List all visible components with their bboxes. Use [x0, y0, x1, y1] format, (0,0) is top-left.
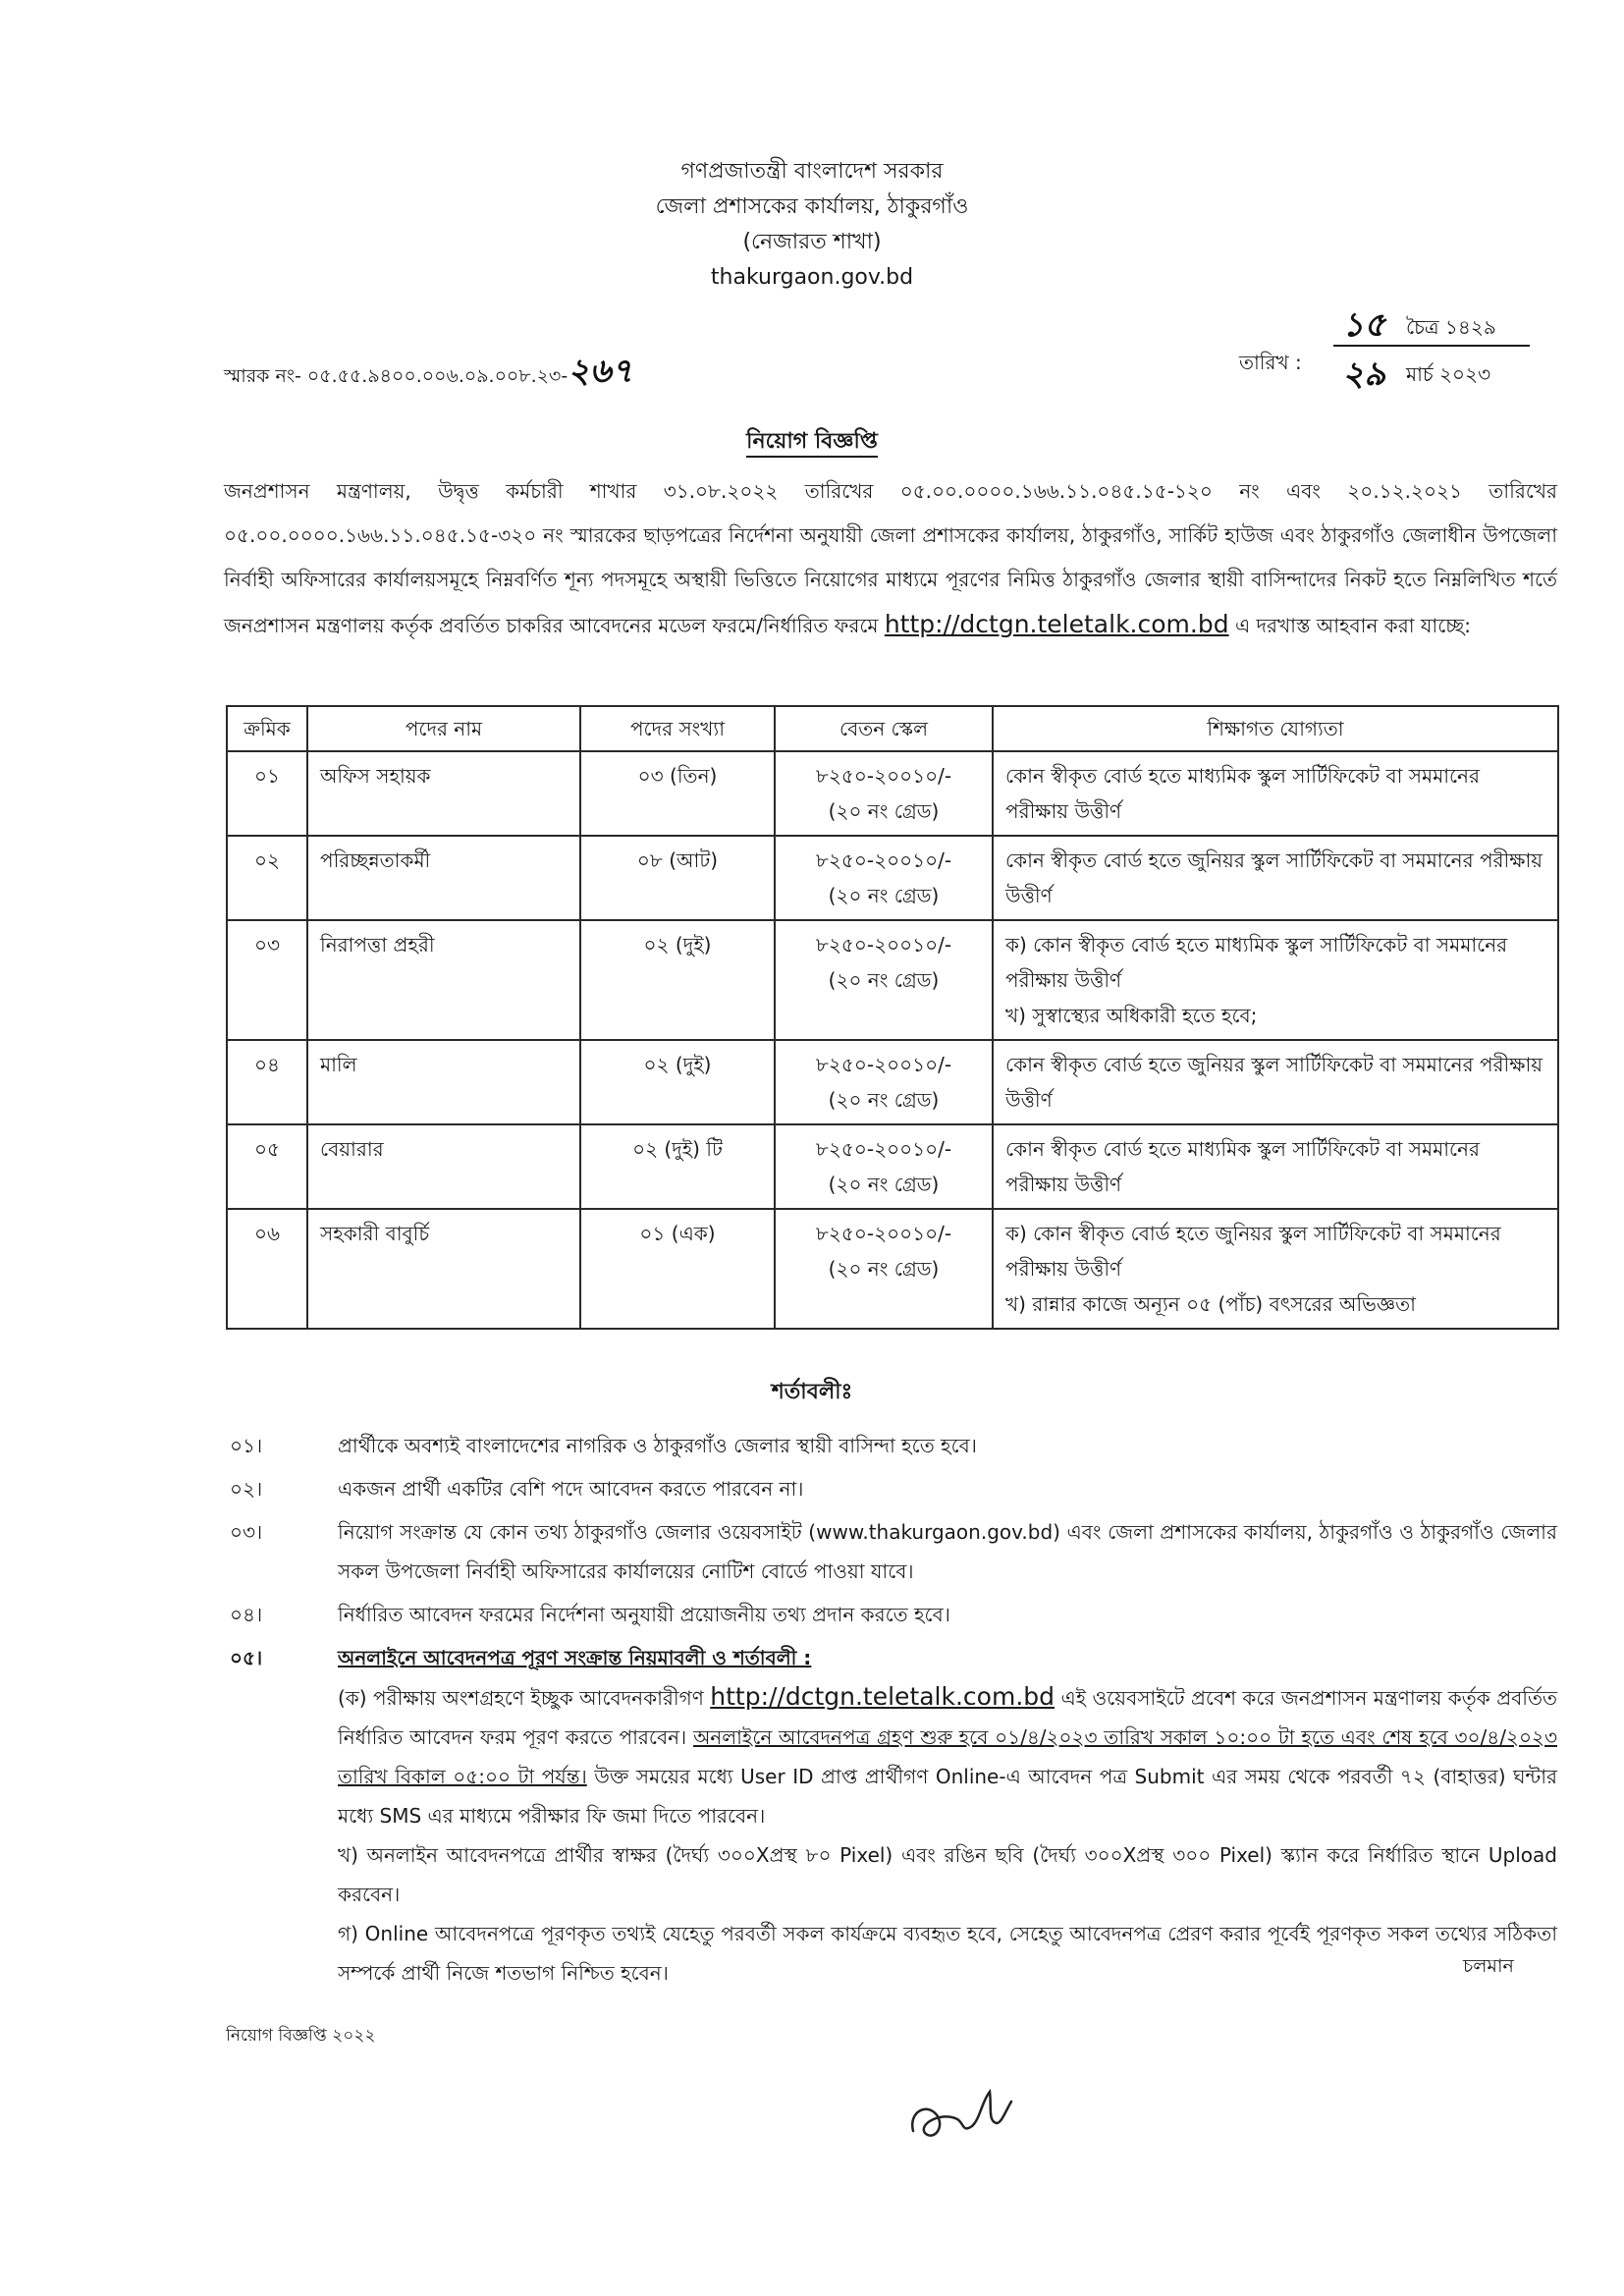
cell-count: ০২ (দুই) — [580, 920, 775, 1040]
date-label: তারিখ : — [1239, 351, 1302, 374]
cell-qualification — [993, 751, 1558, 836]
qualification-text: ক) কোন স্বীকৃত বোর্ড হতে মাধ্যমিক স্কুল সার্টিফিকেট বা সমমানের পরীক্ষায় উত্তীর্ণ — [1005, 933, 1508, 992]
date-day-bangla: ১৫ — [1342, 305, 1386, 345]
office-website: thakurgaon.gov.bd — [710, 265, 914, 290]
conditions-list — [224, 1426, 1557, 1996]
application-period: অনলাইনে আবেদনপত্র গ্রহণ শুরু হবে ০১/৪/২০২৩ তারিখ সকাল ১০:০০ টা হতে এবং শেষ হবে ৩০/৪/২০২৩ তারিখ বিকাল ০৫:০০ টা পর্যন্ত। — [338, 1725, 1557, 1788]
cell-post: সহকারী বাবুর্চি — [307, 1209, 580, 1329]
cell-scale — [775, 836, 993, 920]
condition-text: নির্ধারিত আবেদন ফরমের নির্দেশনা অনুযায়ী প্রয়োজনীয় তথ্য প্রদান করতে হবে। — [338, 1603, 950, 1626]
govt-name: গণপ্রজাতন্ত্রী বাংলাদেশ সরকার — [680, 159, 944, 184]
col-post-name: পদের নাম — [307, 706, 580, 751]
cell-post: নিরাপত্তা প্রহরী — [307, 920, 580, 1040]
online-rules-heading: অনলাইনে আবেদনপত্র পূরণ সংক্রান্ত নিয়মাবলী ও শর্তাবলী : — [338, 1646, 812, 1669]
application-link[interactable]: http://dctgn.teletalk.com.bd — [884, 610, 1229, 638]
qualification-text: কোন স্বীকৃত বোর্ড হতে জুনিয়র স্কুল সার্টিফিকেট বা সমমানের পরীক্ষায় উত্তীর্ণ — [1005, 1053, 1543, 1112]
condition-text: নিয়োগ সংক্রান্ত যে কোন তথ্য ঠাকুরগাঁও জেলার ওয়েবসাইট (www.thakurgaon.gov.bd) এবং জেলা প্রশাসকের কার্যালয়, ঠাকুরগাঁও ও ঠাকুরগাঁও জেলার সকল উপজেলা নির্বাহী অফিসারের কার্যালয়ের নোটিশ বোর্ডে পাওয়া যাবে। — [338, 1520, 1557, 1583]
col-qualification: শিক্ষাগত যোগ্যতা — [993, 706, 1558, 751]
footer-label: নিয়োগ বিজ্ঞপ্তি ২০২২ — [226, 2026, 376, 2046]
condition-item — [224, 1469, 1557, 1508]
condition-item — [224, 1595, 1557, 1634]
item-ka-intro: (ক) পরীক্ষায় অংশগ্রহণে ইচ্ছুক আবেদনকারীগণ — [338, 1686, 704, 1710]
condition-item — [224, 1426, 1557, 1465]
table-header-row — [227, 706, 1558, 751]
online-rules-item-kha: খ) অনলাইন আবেদনপত্রে প্রার্থীর স্বাক্ষর (দৈর্ঘ্য ৩০০Xপ্রস্থ ৮০ Pixel) এবং রঙিন ছবি (দৈর্ঘ্য ৩০০Xপ্রস্থ ৩০০ Pixel) স্ক্যান করে নির্ধারিত স্থানে Upload করবেন। — [338, 1843, 1557, 1906]
cell-qualification — [993, 920, 1558, 1040]
scale-grade: (২০ নং গ্রেড) — [828, 799, 940, 823]
signature — [903, 2072, 1021, 2151]
condition-text: একজন প্রার্থী একটির বেশি পদে আবেদন করতে পারবেন না। — [338, 1477, 804, 1501]
cell-qualification — [993, 836, 1558, 920]
date-month-english: মার্চ ২০২৩ — [1406, 362, 1491, 386]
condition-number: ০৪। — [230, 1603, 263, 1626]
cell-post: অফিস সহায়ক — [307, 751, 580, 836]
cell-qualification — [993, 1124, 1558, 1209]
date-day-english: ২৯ — [1342, 355, 1386, 394]
item-ka-middle: এই ওয়েবসাইটে প্রবেশ করে জনপ্রশাসন মন্ত্রণালয় কর্তৃক প্রবর্তিত নির্ধারিত আবেদন ফরম পূরণ করতে পারবেন। — [338, 1686, 1558, 1749]
cell-count: ০১ (এক) — [580, 1209, 775, 1329]
condition-item — [224, 1512, 1557, 1591]
col-post-count: পদের সংখ্যা — [580, 706, 775, 751]
condition-item — [224, 1638, 1557, 1993]
condition-text: প্রার্থীকে অবশ্যই বাংলাদেশের নাগরিক ও ঠাকুরগাঁও জেলার স্থায়ী বাসিন্দা হতে হবে। — [338, 1434, 977, 1457]
continued-label: চলমান — [1463, 1955, 1514, 1977]
cell-scale — [775, 920, 993, 1040]
online-rules-item-ga: গ) Online আবেদনপত্রে পূরণকৃত তথ্যই যেহেতু পরবর্তী সকল কার্যক্রমে ব্যবহৃত হবে, সেহেতু আবেদনপত্র প্রেরণ করার পূর্বেই পূরণকৃত সকল তথ্যের সঠিকতা সম্পর্কে প্রার্থী নিজে শতভাগ নিশ্চিত হবেন। — [338, 1922, 1557, 1985]
scale-value: ৮২৫০-২০০১০/- — [815, 933, 952, 957]
cell-count: ০২ (দুই) — [580, 1040, 775, 1124]
cell-scale — [775, 1124, 993, 1209]
vacancy-table — [226, 705, 1559, 1330]
intro-tail: এ দরখাস্ত আহবান করা যাচ্ছে: — [1234, 614, 1471, 637]
date-month-bangla: চৈত্র ১৪২৯ — [1406, 315, 1496, 339]
item-ka-end: উক্ত সময়ের মধ্যে User ID প্রাপ্ত প্রার্থীগণ Online-এ আবেদন পত্র Submit এর সময় থেকে পরবর্তী ৭২ (বাহাত্তর) ঘন্টার মধ্যে SMS এর মাধ্যমে পরীক্ষার ফি জমা দিতে পারবেন। — [338, 1765, 1558, 1828]
qualification-text: কোন স্বীকৃত বোর্ড হতে জুনিয়র স্কুল সার্টিফিকেট বা সমমানের পরীক্ষায় উত্তীর্ণ — [1005, 848, 1543, 907]
cell-scale — [775, 751, 993, 836]
memo-label: স্মারক নং- ০৫.৫৫.৯৪০০.০০৬.০৯.০০৮.২৩- — [224, 365, 568, 387]
notice-title: নিয়োগ বিজ্ঞপ্তি — [0, 424, 1624, 461]
cell-post: বেয়ারার — [307, 1124, 580, 1209]
condition-number: ০৫। — [230, 1646, 263, 1669]
office-name: জেলা প্রশাসকের কার্যালয়, ঠাকুরগাঁও — [655, 194, 969, 219]
cell-serial: ০৫ — [227, 1124, 307, 1209]
memo-handwritten-number: ২৬৭ — [568, 352, 633, 391]
online-application-link[interactable]: http://dctgn.teletalk.com.bd — [710, 1682, 1056, 1711]
scale-value: ৮২৫০-২০০১০/- — [815, 1137, 952, 1161]
scale-grade: (২০ নং গ্রেড) — [828, 1257, 940, 1281]
condition-number: ০১। — [230, 1434, 263, 1457]
cell-post: পরিচ্ছন্নতাকর্মী — [307, 836, 580, 920]
scale-value: ৮২৫০-২০০১০/- — [815, 764, 952, 788]
cell-serial: ০১ — [227, 751, 307, 836]
scale-grade: (২০ নং গ্রেড) — [828, 968, 940, 992]
cell-post: মালি — [307, 1040, 580, 1124]
table-row — [227, 920, 1558, 1040]
scale-grade: (২০ নং গ্রেড) — [828, 884, 940, 907]
qualification-text-2: খ) রান্নার কাজে অন্যূন ০৫ (পাঁচ) বৎসরের অভিজ্ঞতা — [1005, 1292, 1416, 1316]
online-rules-item-ka — [338, 1677, 1557, 1835]
scale-grade: (২০ নং গ্রেড) — [828, 1173, 940, 1196]
scale-value: ৮২৫০-২০০১০/- — [815, 1222, 952, 1245]
col-pay-scale: বেতন স্কেল — [775, 706, 993, 751]
cell-scale — [775, 1040, 993, 1124]
qualification-text: কোন স্বীকৃত বোর্ড হতে মাধ্যমিক স্কুল সার্টিফিকেট বা সমমানের পরীক্ষায় উত্তীর্ণ — [1005, 1137, 1480, 1196]
cell-qualification — [993, 1040, 1558, 1124]
table-row — [227, 1209, 1558, 1329]
condition-number: ০২। — [230, 1477, 263, 1501]
cell-serial: ০৪ — [227, 1040, 307, 1124]
date-block — [1239, 300, 1534, 394]
table-row — [227, 836, 1558, 920]
branch-name: (নেজারত শাখা) — [742, 230, 882, 254]
cell-serial: ০৩ — [227, 920, 307, 1040]
date-divider — [1333, 345, 1530, 347]
cell-qualification — [993, 1209, 1558, 1329]
conditions-title: শর্তাবলীঃ — [771, 1380, 853, 1404]
qualification-text: ক) কোন স্বীকৃত বোর্ড হতে জুনিয়র স্কুল সার্টিফিকেট বা সমমানের পরীক্ষায় উত্তীর্ণ — [1005, 1222, 1501, 1281]
qualification-text-2: খ) সুস্বাস্থ্যের অধিকারী হতে হবে; — [1005, 1004, 1258, 1027]
condition-number: ০৩। — [230, 1520, 263, 1544]
cell-serial: ০২ — [227, 836, 307, 920]
cell-scale — [775, 1209, 993, 1329]
cell-count: ০৩ (তিন) — [580, 751, 775, 836]
qualification-text: কোন স্বীকৃত বোর্ড হতে মাধ্যমিক স্কুল সার্টিফিকেট বা সমমানের পরীক্ষায় উত্তীর্ণ — [1005, 764, 1480, 823]
cell-serial: ০৬ — [227, 1209, 307, 1329]
scale-value: ৮২৫০-২০০১০/- — [815, 1053, 952, 1076]
cell-count: ০৮ (আট) — [580, 836, 775, 920]
cell-count: ০২ (দুই) টি — [580, 1124, 775, 1209]
condition-online-rules — [338, 1638, 1557, 1993]
memo-number — [224, 346, 633, 402]
intro-text: জনপ্রশাসন মন্ত্রণালয়, উদ্বৃত্ত কর্মচারী শাখার ৩১.০৮.২০২২ তারিখের ০৫.০০.০০০০.১৬৬.১১.০৪৫.১৫-১২০ নং এবং ২০.১২.২০২১ তারিখের ০৫.০০.০০০০.১৬৬.১১.০৪৫.১৫-৩২০ নং স্মারকের ছাড়পত্রের নির্দেশনা অনুযায়ী জেলা প্রশাসকের কার্যালয়, ঠাকুরগাঁও, সার্কিট হাউজ এবং ঠাকুরগাঁও জেলাধীন উপজেলা নির্বাহী অফিসারের কার্যালয়সমূহে নিম্নবর্ণিত শূন্য পদসমূহে অস্থায়ী ভিত্তিতে নিয়োগের মাধ্যমে পূরণের নিমিত্ত ঠাকুরগাঁও জেলার স্থায়ী বাসিন্দাদের নিকট হতে নিম্নলিখিত শর্তে জনপ্রশাসন মন্ত্রণালয় কর্তৃক প্রবর্তিত চাকরির আবেদনের মডেল ফরমে/নির্ধারিত ফরমে — [224, 479, 1557, 637]
table-row — [227, 751, 1558, 836]
scale-grade: (২০ নং গ্রেড) — [828, 1088, 940, 1112]
table-row — [227, 1040, 1558, 1124]
scale-value: ৮২৫০-২০০১০/- — [815, 848, 952, 872]
intro-paragraph — [224, 469, 1557, 648]
col-serial: ক্রমিক — [227, 706, 307, 751]
table-row — [227, 1124, 1558, 1209]
